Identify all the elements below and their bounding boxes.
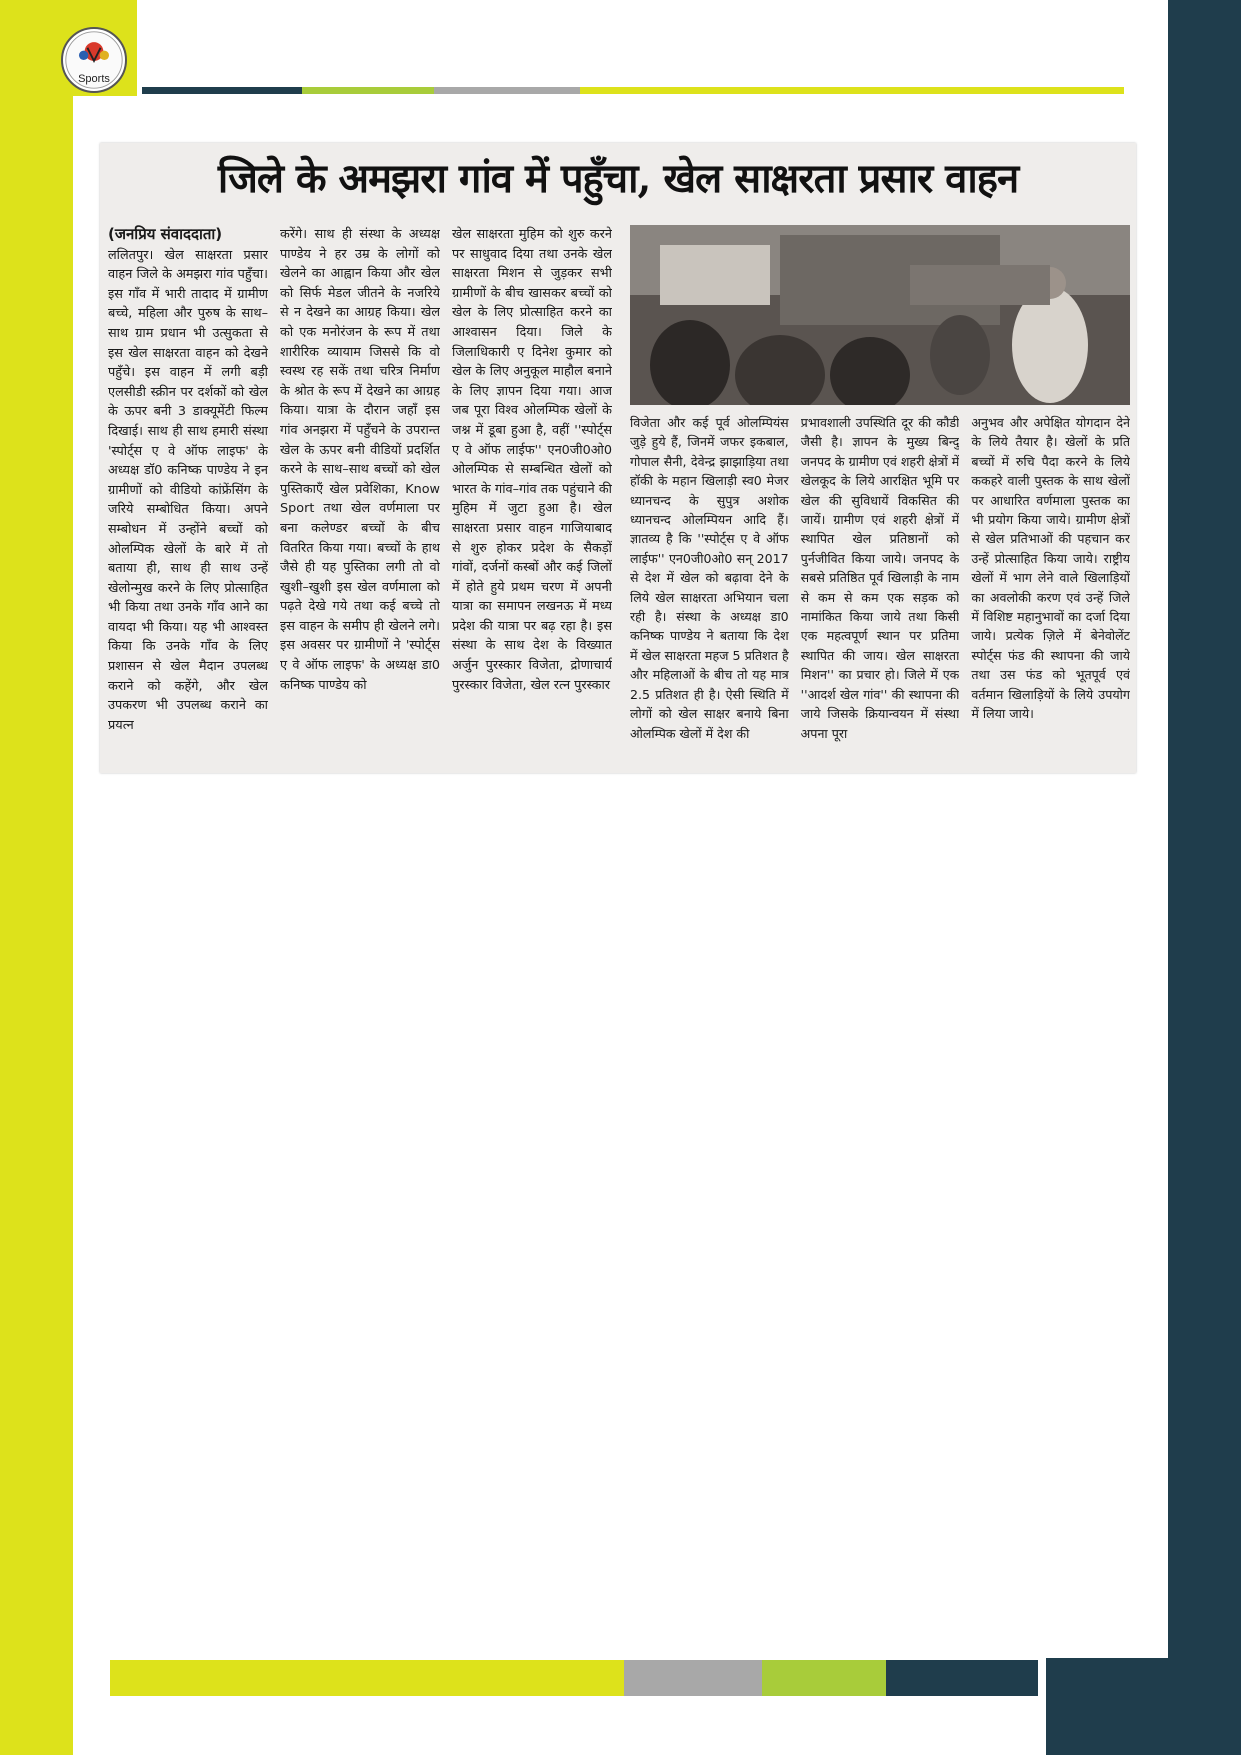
article-byline: (जनप्रिय संवाददाता) — [108, 225, 223, 243]
top-divider-bar — [142, 87, 1124, 94]
article-column-2: करेंगे। साथ ही संस्था के अध्यक्ष पाण्डेय ने हर उम्र के लोगों को खेलने का आह्वान किया और खेल को सिर्फ मेडल जीतने के नजरिये से न देखने का आग्रह किया। खेल को एक मनोरंजन के रूप में तथा शारीरिक व्यायाम जिससे कि वो स्वस्थ रह सकें तथा चरित्र निर्माण के श्रोत के रूप में देखने का आग्रह किया। यात्रा के दौरान जहाँ इस गांव अनझरा में पहुँचने के उपरान्त खेल के ऊपर बनी वीडियों प्रदर्शित करने के साथ–साथ बच्चों को खेल पुस्तिकाएँ खेल प्रवेशिका, Know Sport तथा खेल वर्णमाला पर बना कलेण्डर बच्चों के बीच वितरित किया गया। बच्चों के हाथ जैसे ही यह पुस्तिका लगी तो वो खुशी–खुशी इस खेल वर्णमाला को पढ़ते देखे गये तथा कई बच्चे तो इस वाहन के समीप ही खेलने लगे। इस अवसर पर ग्रामीणों ने 'स्पोर्ट्स ए वे ऑफ लाइफ' के अध्यक्ष डा0 कनिष्क पाण्डेय को — [280, 227, 440, 693]
article-column-3: खेल साक्षरता मुहिम को शुरु करने पर साधुवाद दिया तथा उनके खेल साक्षरता मिशन से जुड़कर सभी ग्रामीणों के बीच खासकर बच्चों को खेल के लिए प्रोत्साहित करने का आश्वासन दिया। जिले के जिलाधिकारी ए दिनेश कुमार को खेल के लिए अनुकूल माहौल बनाने के लिए ज्ञापन दिया गया। आज जब पूरा विश्व ओलम्पिक खेलों के जश्न में डूबा हुआ है, वहीं ''स्पोर्ट्स ए वे ऑफ लाईफ'' एन0जी0ओ0 ओलम्पिक से सम्बन्धित खेलों को भारत के गांव–गांव तक पहुंचाने की मुहिम में जुटा हुआ है। खेल साक्षरता प्रसार वाहन गाजियाबाद से शुरु होकर प्रदेश के सैकड़ों गांवों, दर्जनों कस्बों और कई जिलों में होते हुये प्रथम चरण में अपनी यात्रा का समापन लखनऊ में मध्य प्रदेश की यात्रा पर बढ़ रहा है। इस संस्था के साथ देश के विख्यात अर्जुन पुरस्कार विजेता, द्रोणाचार्य पुरस्कार विजेता, खेल रत्न पुरस्कार — [452, 227, 612, 693]
article-photo — [630, 225, 1130, 405]
bottom-divider-bar — [110, 1660, 1038, 1696]
newspaper-clipping — [100, 143, 1136, 773]
article-column-5: प्रभावशाली उपस्थिति दूर की कौडी जैसी है। ज्ञापन के मुख्य बिन्दु जनपद के ग्रामीण एवं शहरी क्षेत्रों में खेलकूद के लिये आरक्षित भूमि पर खेल की सुविधायें विकसित की जायें। ग्रामीण एवं शहरी क्षेत्रों में स्थापित खेल प्रतिष्ठानों को पुर्नजीवित किया जाये। जनपद के सबसे प्रतिष्ठित पूर्व खिलाड़ी के नाम से कम से कम एक सड़क को नामांकित किया जाये तथा किसी एक महत्वपूर्ण स्थान पर प्रतिमा स्थापित की जाय। खेल साक्षरता मिशन'' का प्रचार हो। जिले में एक ''आदर्श खेल गांव'' की स्थापना की जाये जिसके क्रियान्वयन में संस्था अपना पूरा — [800, 415, 960, 741]
logo-label: Sports — [78, 73, 110, 85]
left-accent-strip — [0, 0, 73, 1755]
article-column-4: विजेता और कई पूर्व ओलम्पियंस जुड़े हुये हैं, जिनमें जफर इकबाल, गोपाल सैनी, देवेन्द्र झाझाड़िया तथा हॉकी के महान खिलाड़ी स्व0 मेजर ध्यानचन्द के सुपुत्र अशोक ध्यानचन्द ओलम्पियन आदि हैं। ज्ञातव्य है कि ''स्पोर्ट्स ए वे ऑफ लाईफ'' एन0जी0ओ0 सन् 2017 से देश में खेल को बढ़ावा देने के लिये खेल साक्षरता अभियान चला रही है। संस्था के अध्यक्ष डा0 कनिष्क पाण्डेय ने बताया कि देश में खेल साक्षरता महज 5 प्रतिशत है और महिलाओं के बीच तो यह मात्र 2.5 प्रतिशत ही है। ऐसी स्थिति में लोगों को खेल साक्षर बनाये बिना ओलम्पिक खेलों में देश की — [630, 415, 789, 741]
bottom-right-dark-block — [1046, 1658, 1241, 1755]
article-column-1-text: ललितपुर। खेल साक्षरता प्रसार वाहन जिले के अमझरा गांव पहुँचा। इस गाँव में भारी तादाद में ग्रामीण बच्चे, महिला और पुरुष के साथ–साथ ग्राम प्रधान भी उत्सुकता से इस खेल साक्षरता वाहन को देखने पहुँचे। इस वाहन में लगी बड़ी एलसीडी स्क्रीन पर दर्शकों को खेल के ऊपर बनी 3 डाक्यूमेंटी फिल्म दिखाई। साथ ही साथ हमारी संस्था 'स्पोर्ट्स ए वे ऑफ लाइफ' के अध्यक्ष डॉ0 कनिष्क पाण्डेय ने इन ग्रामीणों को वीडियो कांफ्रेंसिंग के जरिये सम्बोधित किया। अपने सम्बोधन में उन्होंने बच्चों को ओलम्पिक खेलों के बारे में तो बताया ही, साथ ही साथ उन्हें खेलोन्मुख करने के लिए प्रोत्साहित भी किया तथा उनके गाँव आने का वायदा भी किया। यह भी आश्वस्त किया कि उनके गाँव के लिए प्रशासन से खेल मैदान उपलब्ध कराने को कहेंगे, और खेल उपकरण भी उपलब्ध कराने का प्रयत्न — [108, 247, 268, 733]
right-dark-strip — [1168, 0, 1241, 1755]
sports-logo — [61, 27, 127, 93]
article-column-1 — [108, 225, 268, 765]
article-column-6: अनुभव और अपेक्षित योगदान देने के लिये तैयार है। खेलों के प्रति बच्चों में रुचि पैदा करने के लिये ककहरे वाली पुस्तक के साथ खेलों पर आधारित वर्णमाला पुस्तक का भी प्रयोग किया जाये। ग्रामीण क्षेत्रों से खेल प्रतिभाओं की पहचान कर उन्हें प्रोत्साहित किया जाये। राष्ट्रीय खेलों में भाग लेने वाले खिलाड़ियों का अवलोकी करण एवं उन्हें जिले में विशिष्ट महानुभावों का दर्जा दिया जाये। प्रत्येक ज़िले में बेनेवोलेंट स्पोर्ट्स फंड की स्थापना की जाये तथा उस फंड को भूतपूर्व एवं वर्तमान खिलाड़ियों के लिये उपयोग में लिया जाये। — [971, 415, 1131, 722]
article-lower-columns — [630, 413, 1130, 765]
article-headline: जिले के अमझरा गांव में पहुँचा, खेल साक्षरता प्रसार वाहन — [217, 155, 1019, 202]
meeting-photo-image — [630, 225, 1130, 405]
